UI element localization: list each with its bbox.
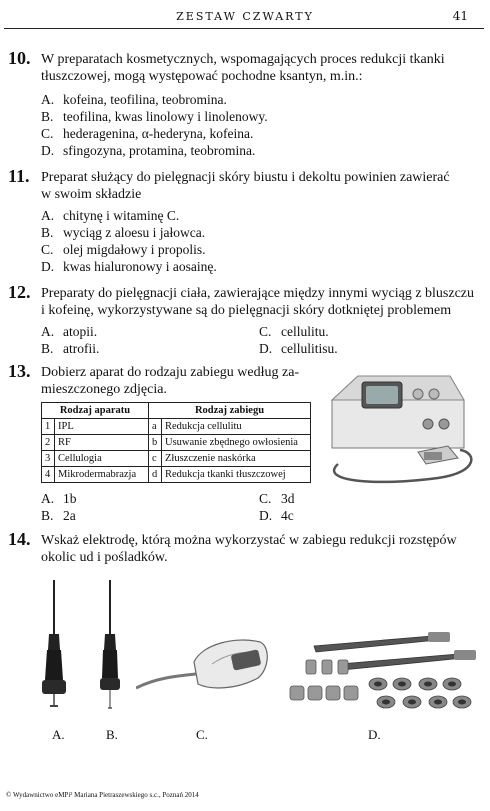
image-caption-c: C.	[196, 727, 208, 742]
answer-option[interactable]: A. 1b	[41, 491, 77, 506]
question-text: mieszczonego zdjęcia.	[41, 382, 167, 397]
electrode-a-image	[36, 580, 76, 712]
question-text: okolic ud i pośladków.	[41, 550, 168, 565]
question-text: Preparaty do pielęgnacji ciała, zawierające między innymi wyciąg z bluszczu	[41, 286, 475, 301]
image-caption-b: B.	[106, 727, 118, 742]
matching-table	[41, 402, 311, 483]
question-number: 14.	[8, 529, 31, 549]
question-text: Dobierz aparat do rodzaju zabiegu według za-	[41, 365, 300, 380]
page-number: 41	[452, 9, 468, 23]
table-row: 3 Cellulogia c Złuszczenie naskórka	[42, 451, 311, 467]
question-number: 11.	[8, 166, 30, 186]
answer-option[interactable]: C. olej migdałowy i propolis.	[41, 242, 206, 257]
table-header: Rodzaj zabiegu	[149, 403, 311, 419]
answer-option[interactable]: D. sfingozyna, protamina, teobromina.	[41, 143, 256, 158]
answer-option[interactable]: A. kofeina, teofilina, teobromina.	[41, 92, 227, 107]
answer-option[interactable]: D. kwas hialuronowy i aosainę.	[41, 259, 217, 274]
answer-option[interactable]: A. atopii.	[41, 324, 98, 339]
running-header-title: ZESTAW CZWARTY	[176, 10, 314, 23]
table-row: 2 RF b Usuwanie zbędnego owłosienia	[42, 435, 311, 451]
table-row: 4 Mikrodermabrazja d Redukcja tkanki tłuszczowej	[42, 467, 311, 483]
image-caption-a: A.	[52, 727, 65, 742]
footer-copyright: © Wydawnictwo eMPi² Mariana Pietraszewskiego s.c., Poznań 2014	[6, 791, 199, 799]
answer-option[interactable]: C. cellulitu.	[259, 324, 329, 339]
answer-option[interactable]: C. hederagenina, α-hederyna, kofeina.	[41, 126, 254, 141]
question-text: i kofeinę, wykorzystywane są do pielęgnacji skóry dotkniętej problemem	[41, 303, 452, 318]
question-text: w swoim składzie	[41, 187, 142, 202]
question-text: Preparat służący do pielęgnacji skóry biustu i dekoltu powinien zawierać	[41, 170, 450, 185]
question-text: tłuszczowej, mogą występować pochodne ksantyn, m.in.:	[41, 69, 363, 84]
image-caption-d: D.	[368, 727, 381, 742]
table-header: Rodzaj aparatu	[42, 403, 149, 419]
answer-option[interactable]: A. chitynę i witaminę C.	[41, 208, 180, 223]
answer-option[interactable]: B. atrofii.	[41, 341, 100, 356]
electrode-d-image	[282, 626, 477, 712]
answer-option[interactable]: C. 3d	[259, 491, 295, 506]
question-number: 10.	[8, 48, 31, 68]
question-number: 13.	[8, 361, 31, 381]
answer-option[interactable]: B. wyciąg z aloesu i jałowca.	[41, 225, 206, 240]
answer-option[interactable]: B. teofilina, kwas linolowy i linolenowy.	[41, 109, 268, 124]
header-rule	[4, 28, 484, 29]
question-text: Wskaż elektrodę, którą można wykorzystać w zabiegu redukcji rozstępów	[41, 533, 457, 548]
electrode-c-image	[136, 628, 272, 712]
question-text: W preparatach kosmetycznych, wspomagających proces redukcji tkanki	[41, 52, 445, 67]
table-row: 1 IPL a Redukcja cellulitu	[42, 419, 311, 435]
beauty-device-image	[318, 360, 483, 488]
answer-option[interactable]: D. 4c	[259, 508, 294, 523]
electrode-b-image	[92, 580, 132, 712]
question-number: 12.	[8, 282, 31, 302]
answer-option[interactable]: D. cellulitisu.	[259, 341, 338, 356]
answer-option[interactable]: B. 2a	[41, 508, 76, 523]
matching-table-wrapper	[41, 402, 311, 483]
